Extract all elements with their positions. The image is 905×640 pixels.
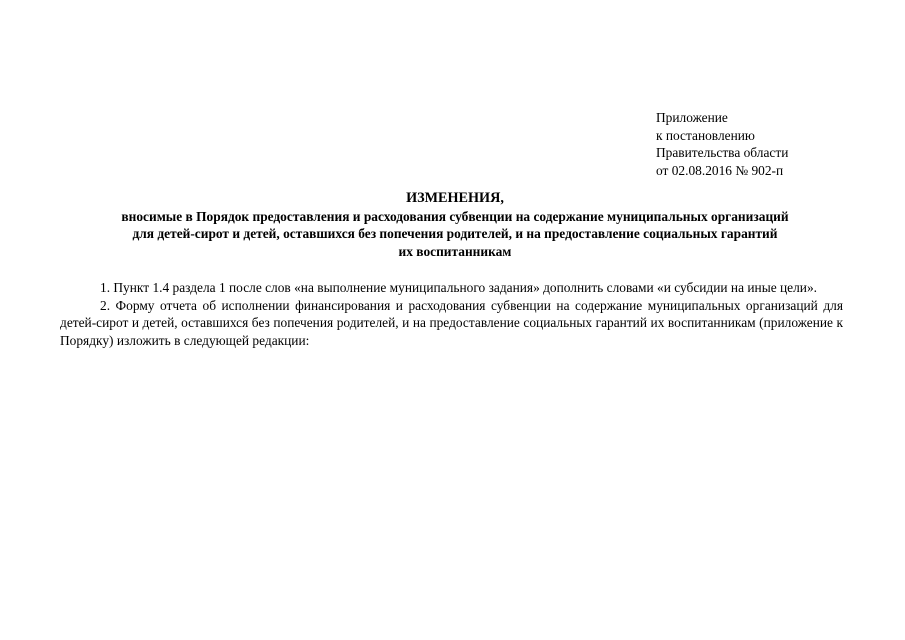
appendix-line-2: к постановлению [656,127,755,143]
appendix-block [656,109,896,179]
paragraph-2: 2. Форму отчета об исполнении финансирования и расходования субвенции на содержание муниципальных организаций для детей-сирот и детей, оставшихся без попечения родителей, и на предоставление социальных гарантий их воспитанникам (приложение к Порядку) изложить в следующей редакции: [60,297,843,348]
document-body [60,279,843,349]
heading-line-1: вносимые в Порядок предоставления и расходования субвенции на содержание муниципальных организаций [121,208,789,224]
heading-title: ИЗМЕНЕНИЯ, [406,190,504,206]
document-heading [60,190,850,260]
heading-line-3: их воспитанникам [398,243,512,259]
heading-line-2: для детей-сирот и детей, оставшихся без попечения родителей, и на предоставление социальных гарантий [132,226,778,241]
appendix-line-4: от 02.08.2016 № 902-п [656,162,784,178]
appendix-line-3: Правительства области [656,145,789,160]
paragraph-1: 1. Пункт 1.4 раздела 1 после слов «на выполнение муниципального задания» дополнить словами «и субсидии на иные цели». [100,280,818,295]
appendix-line-1: Приложение [656,110,728,125]
